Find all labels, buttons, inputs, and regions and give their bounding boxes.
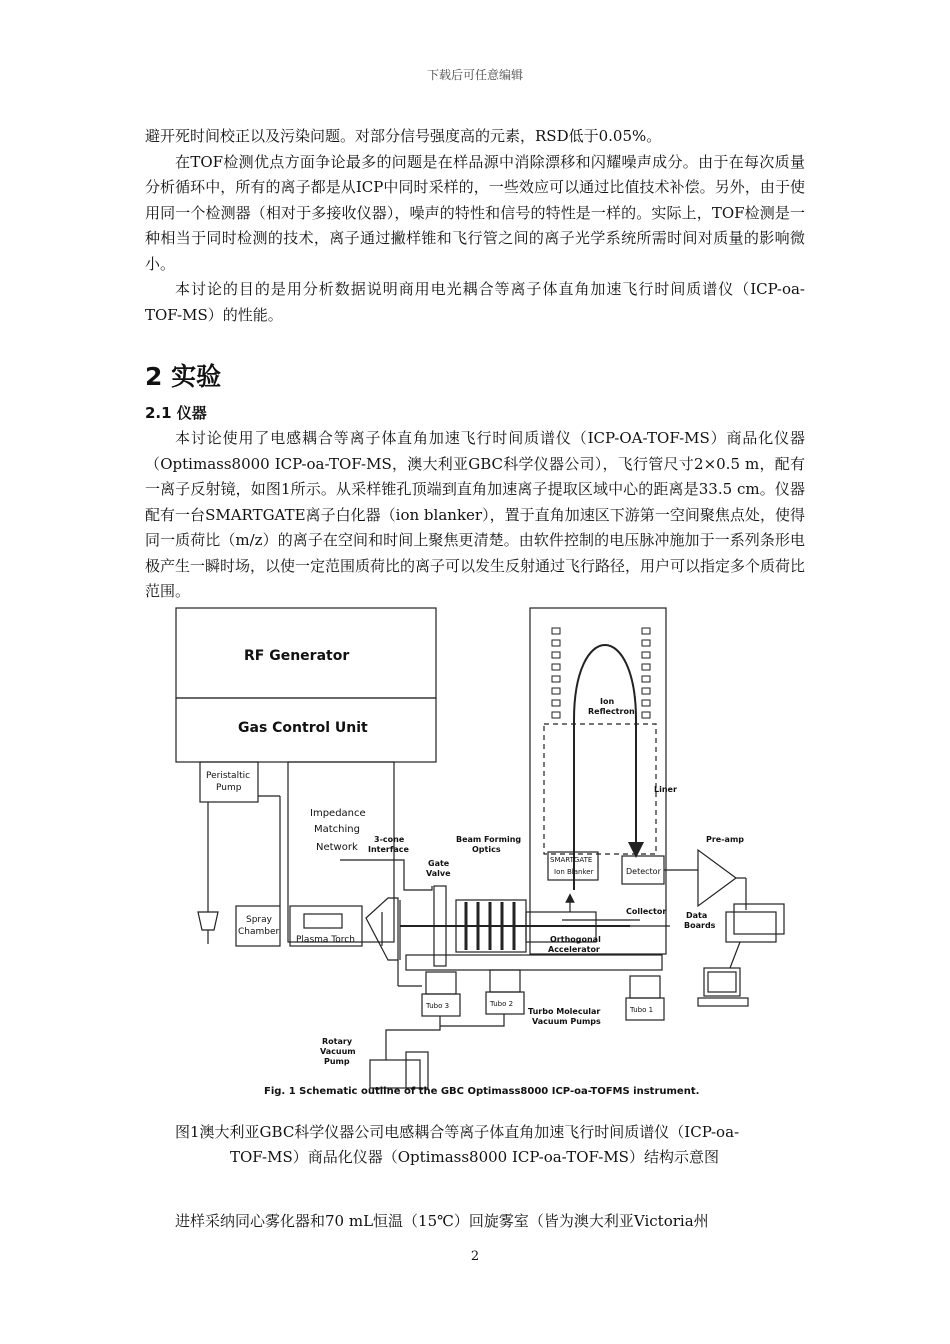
- sample-intro-paragraph: 进样采纳同心雾化器和70 mL恒温（15℃）回旋雾室（皆为澳大利亚Victoria州: [175, 1212, 709, 1230]
- label-impedance-2: Matching: [314, 824, 360, 835]
- label-spray-1: Spray: [246, 915, 272, 925]
- intro-text-block: [145, 124, 805, 328]
- preamp-triangle: [698, 850, 736, 906]
- label-smartgate-1: SMARTGATE: [550, 856, 593, 864]
- page-number: 2: [470, 1249, 480, 1264]
- label-tubo3: Tubo 3: [426, 1002, 450, 1010]
- label-peristaltic-1: Peristaltic: [206, 771, 251, 781]
- label-liner: Liner: [654, 785, 677, 794]
- label-tubo1: Tubo 1: [630, 1006, 654, 1014]
- figure-caption-line-1: 图1澳大利亚GBC科学仪器公司电感耦合等离子体直角加速飞行时间质谱仪（ICP-oa-: [175, 1123, 740, 1141]
- label-smartgate-2: Ion Blanker: [554, 868, 594, 876]
- label-orth-2: Accelerator: [548, 945, 600, 954]
- label-reflectron-1: Ion: [600, 697, 615, 706]
- flight-tube: [530, 608, 666, 954]
- instrument-schematic-figure: [170, 600, 790, 1102]
- figure-caption-line-2: TOF-MS）商品化仪器（Optimass8000 ICP-oa-TOF-MS）结构示意图: [230, 1148, 719, 1166]
- rotary-pump: [370, 1060, 420, 1088]
- intro-paragraph-3: 本讨论的目的是用分析数据说明商用电光耦合等离子体直角加速飞行时间质谱仪（ICP-oa-TOF-MS）的性能。: [145, 280, 805, 324]
- instrument-paragraph: 本讨论使用了电感耦合等离子体直角加速飞行时间质谱仪（ICP-OA-TOF-MS）商品化仪器（Optimass8000 ICP-oa-TOF-MS，澳大利亚GBC科学仪器公司），飞行管尺寸2×0.5 m，配有一离子反射镜，如图1所示。从采样锥孔顶端到直角加速离子提取区域中心的距离是33.5 cm。仪器配有一台SMARTGATE离子白化器（ion blanker），置于直角加速区下游第一空间聚焦点处，使得同一质荷比（m/z）的离子在空间和时间上聚焦更清楚。由软件控制的电压脉冲施加于一系列条形电极产生一瞬时场，以使一定范围质荷比的离子可以发生反射通过飞行路径，用户可以指定多个质荷比范围。: [145, 429, 806, 600]
- label-preamp: Pre-amp: [706, 835, 745, 844]
- label-spray-2: Chamber: [238, 927, 280, 937]
- vacuum-housing: [406, 955, 662, 970]
- label-beam-1: Beam Forming: [456, 835, 522, 844]
- label-impedance-1: Impedance: [310, 808, 366, 819]
- label-rotary-1: Rotary: [322, 1037, 353, 1046]
- ion-path: [574, 645, 636, 890]
- label-impedance-3: Network: [316, 842, 358, 853]
- label-data-2: Boards: [684, 921, 716, 930]
- label-rf-generator: RF Generator: [244, 648, 350, 664]
- figure-caption: [175, 1120, 805, 1170]
- label-plasma-torch: Plasma Torch: [296, 935, 355, 945]
- page-header-note: 下载后可任意编辑: [426, 68, 523, 82]
- label-gate-1: Gate: [428, 859, 450, 868]
- label-detector: Detector: [626, 867, 661, 876]
- subsection-heading: 2.1 仪器: [145, 404, 207, 422]
- label-gate-2: Valve: [426, 869, 451, 878]
- label-peristaltic-2: Pump: [216, 783, 242, 793]
- label-beam-2: Optics: [472, 845, 501, 854]
- intro-paragraph-1: 避开死时间校正以及污染问题。对部分信号强度高的元素，RSD低于0.05%。: [145, 127, 662, 145]
- instrument-text-block: [145, 426, 805, 605]
- figure-english-caption: Fig. 1 Schematic outline of the GBC Optimass8000 ICP-oa-TOFMS instrument.: [264, 1086, 700, 1097]
- label-gas-control: Gas Control Unit: [238, 720, 368, 736]
- spray-chamber-box: [236, 906, 280, 946]
- label-data-1: Data: [686, 911, 708, 920]
- section-heading: 2 实验: [145, 362, 222, 391]
- label-rotary-2: Vacuum: [320, 1047, 356, 1056]
- intro-paragraph-2: 在TOF检测优点方面争论最多的问题是在样品源中消除漂移和闪耀噪声成分。由于在每次质量分析循环中，所有的离子都是从ICP中同时采样的，一些效应可以通过比值技术补偿。另外，由于使用同一个检测器（相对于多接收仪器），噪声的特性和信号的特性是一样的。实际上，TOF检测是一种相当于同时检测的技术，离子通过撇样锥和飞行管之间的离子光学系统所需时间对质量的影响微小。: [145, 152, 805, 273]
- label-orth-1: Orthogonal: [550, 935, 601, 944]
- label-cone-1: 3-cone: [374, 835, 405, 844]
- label-tubo2: Tubo 2: [490, 1000, 514, 1008]
- label-turbo-2: Vacuum Pumps: [532, 1017, 601, 1026]
- label-rotary-3: Pump: [324, 1057, 350, 1066]
- liner-region: [544, 724, 656, 854]
- peristaltic-pump-box: [200, 762, 258, 802]
- label-reflectron-2: Reflectron: [588, 707, 635, 716]
- label-turbo-1: Turbo Molecular: [528, 1007, 601, 1016]
- label-collector: Collector: [626, 907, 667, 916]
- label-cone-2: Interface: [368, 845, 409, 854]
